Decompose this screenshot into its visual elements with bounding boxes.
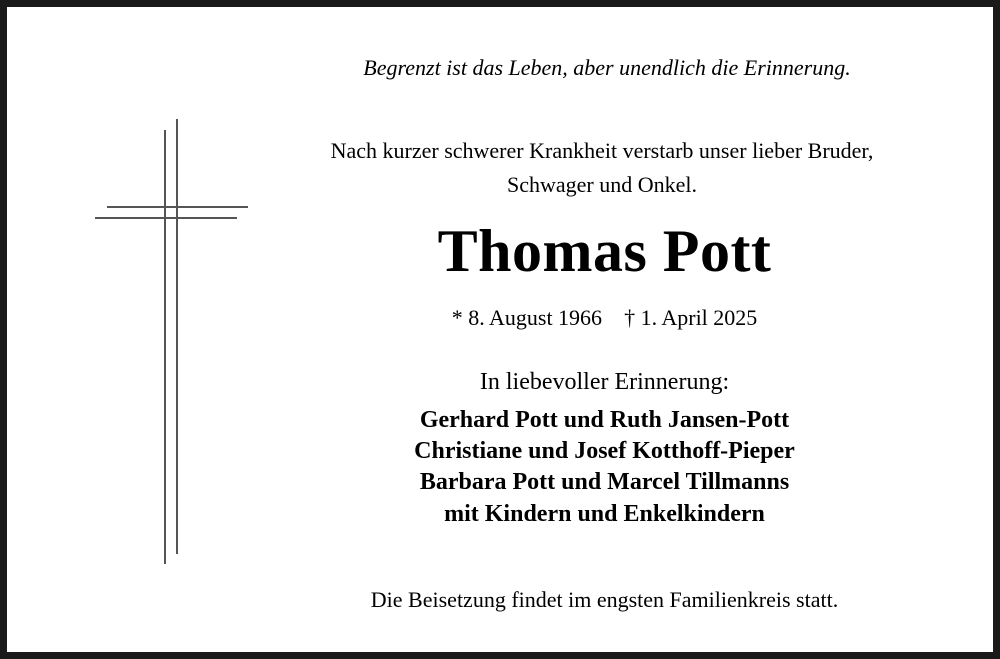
family-line-1: Gerhard Pott und Ruth Jansen-Pott: [419, 407, 790, 433]
motto: Begrenzt ist das Leben, aber unendlich die Erinnerung.: [363, 55, 851, 80]
family-line-2: Christiane und Josef Kotthoff-Pieper: [414, 438, 795, 464]
family-line-3: Barbara Pott und Marcel Tillmanns: [419, 469, 790, 495]
deceased-name: Thomas Pott: [437, 218, 772, 284]
intro-line-2: Schwager und Onkel.: [506, 172, 697, 197]
life-dates: [207, 305, 1000, 331]
family-line-4: mit Kindern und Enkelkindern: [444, 501, 765, 527]
funeral-note: Die Beisetzung findet im engsten Familienkreis statt.: [370, 587, 839, 612]
intro-line-1: Nach kurzer schwerer Krankheit verstarb unser lieber Bruder,: [330, 138, 874, 163]
birth-date: * 8. August 1966: [451, 305, 603, 330]
remembrance-heading: In liebevoller Erinnerung:: [479, 369, 730, 395]
death-date: † 1. April 2025: [624, 305, 758, 330]
